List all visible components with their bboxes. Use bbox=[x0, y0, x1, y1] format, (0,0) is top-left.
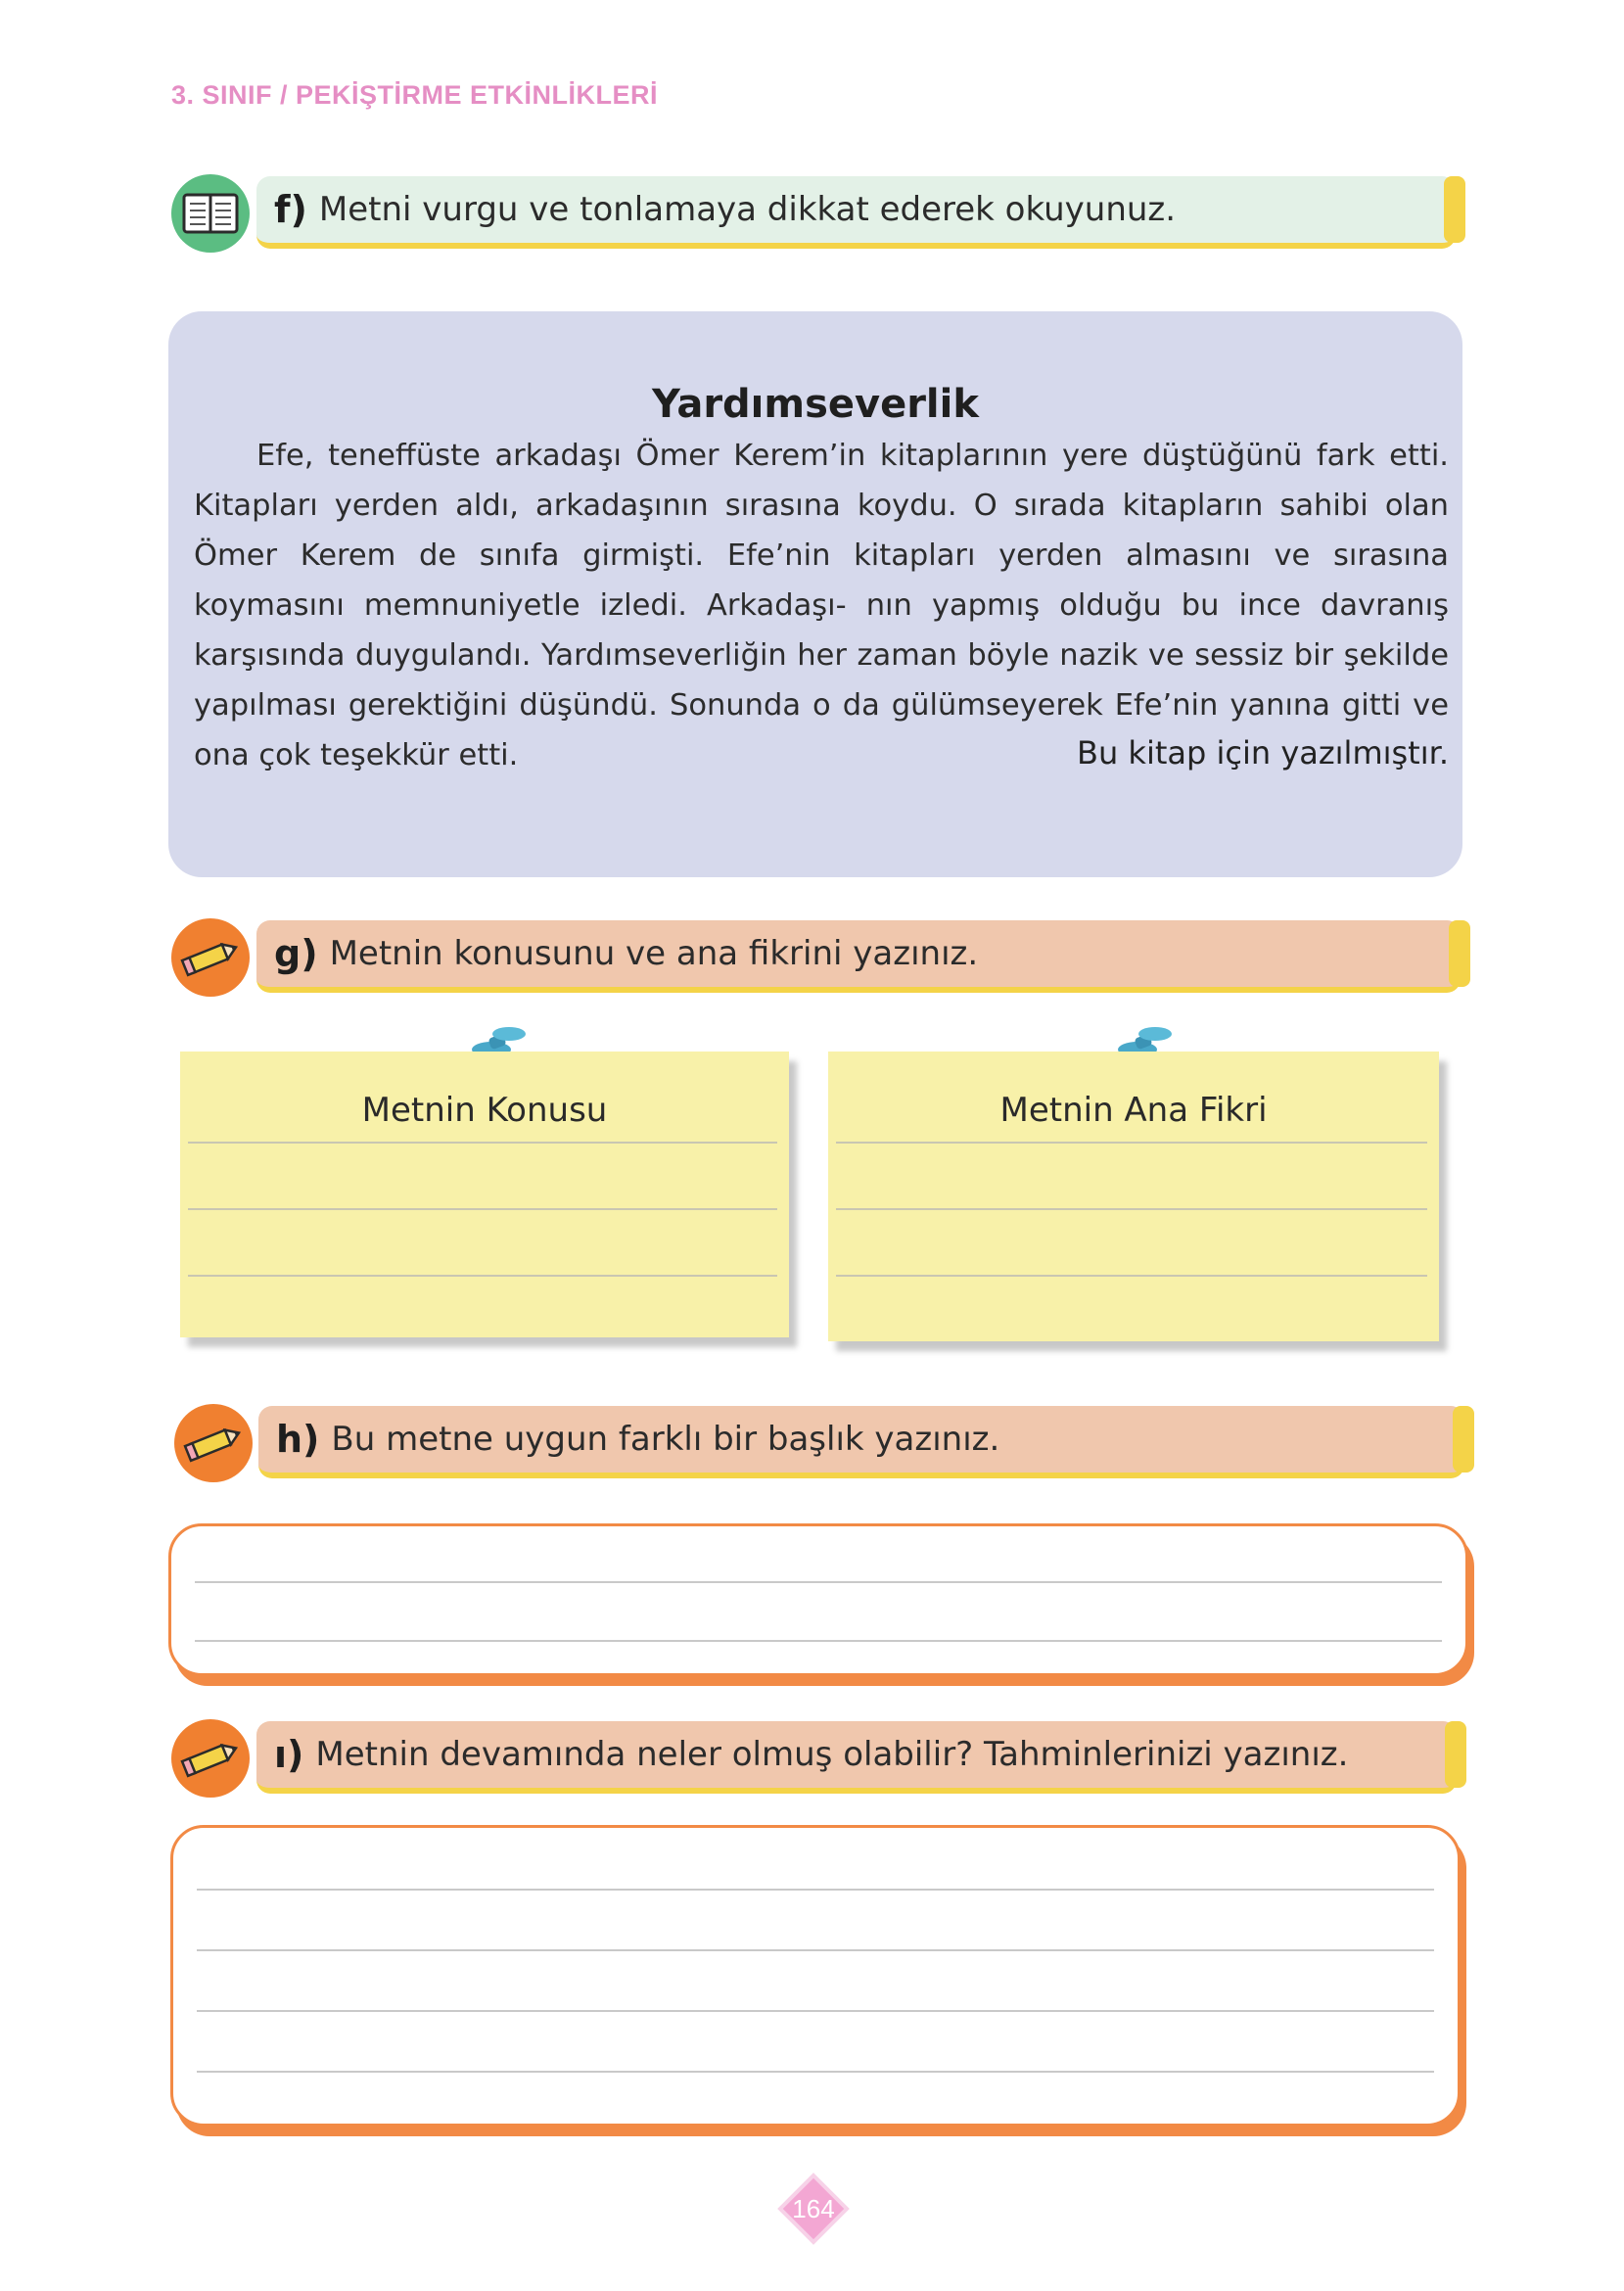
story-source: Bu kitap için yazılmıştır. bbox=[1077, 734, 1449, 771]
writing-line bbox=[188, 1275, 777, 1277]
instruction-bar-i bbox=[256, 1721, 1457, 1794]
section-letter-f: f) bbox=[274, 188, 307, 231]
instruction-i: Metnin devamında neler olmuş olabilir? Tahminlerinizi yazınız. bbox=[315, 1735, 1349, 1774]
section-letter-g: g) bbox=[274, 932, 318, 975]
section-letter-i: ı) bbox=[274, 1733, 304, 1776]
writing-line bbox=[197, 2071, 1434, 2073]
pencil-icon bbox=[171, 1719, 250, 1798]
pencil-icon bbox=[174, 1404, 253, 1482]
writing-line bbox=[197, 1949, 1434, 1951]
writing-line bbox=[188, 1142, 777, 1144]
instruction-bar-h bbox=[258, 1406, 1464, 1478]
page-number: 164 bbox=[792, 2193, 835, 2223]
page-number-badge bbox=[776, 2172, 851, 2246]
answer-box-h[interactable] bbox=[168, 1523, 1468, 1676]
instruction-bar-g bbox=[256, 920, 1461, 993]
story-title: Yardımseverlik bbox=[652, 382, 979, 427]
writing-line bbox=[197, 2010, 1434, 2012]
page-header: 3. SINIF / PEKİŞTİRME ETKİNLİKLERİ bbox=[171, 80, 659, 110]
answer-box-i[interactable] bbox=[170, 1825, 1461, 2127]
story-body: Efe, teneffüste arkadaşı Ömer Kerem’in kitaplarının yere düştüğünü fark etti. Kitapları yerden aldı, arkadaşının sırasına koydu. O sırada kitapların sahibi olan Ömer Kerem de sınıfa girmişti. Efe’nin kitapları yerden almasını ve sırasına koymasını memnuniyetle izledi. Arkadaşı- nın yapmış olduğu bu ince davranış karşısında duygulandı. Yardımseverliğin her zaman böyle nazik ve sessiz bir şekilde yapılması gerektiğini düşündü. Sonunda o da gülümseyerek Efe’nin yanına gitti ve ona çok teşekkür etti. bbox=[194, 439, 1449, 772]
note-title-main-idea: Metnin Ana Fikri bbox=[999, 1091, 1268, 1130]
section-letter-h: h) bbox=[276, 1418, 320, 1461]
instruction-f: Metni vurgu ve tonlamaya dikkat ederek okuyunuz. bbox=[318, 190, 1177, 229]
sticky-note-topic bbox=[180, 1052, 789, 1337]
sticky-note-main-idea bbox=[828, 1052, 1439, 1341]
pencil-icon bbox=[171, 918, 250, 997]
writing-line bbox=[836, 1142, 1427, 1144]
note-title-topic: Metnin Konusu bbox=[361, 1091, 608, 1130]
book-icon bbox=[171, 174, 250, 253]
writing-line bbox=[197, 1889, 1434, 1891]
writing-line bbox=[188, 1208, 777, 1210]
writing-line bbox=[195, 1581, 1442, 1583]
writing-line bbox=[195, 1640, 1442, 1642]
writing-line bbox=[836, 1208, 1427, 1210]
instruction-bar-f bbox=[256, 176, 1456, 249]
writing-line bbox=[836, 1275, 1427, 1277]
instruction-g: Metnin konusunu ve ana fikrini yazınız. bbox=[329, 934, 979, 973]
instruction-h: Bu metne uygun farklı bir başlık yazınız. bbox=[331, 1420, 1000, 1459]
reading-text-box bbox=[168, 311, 1462, 877]
